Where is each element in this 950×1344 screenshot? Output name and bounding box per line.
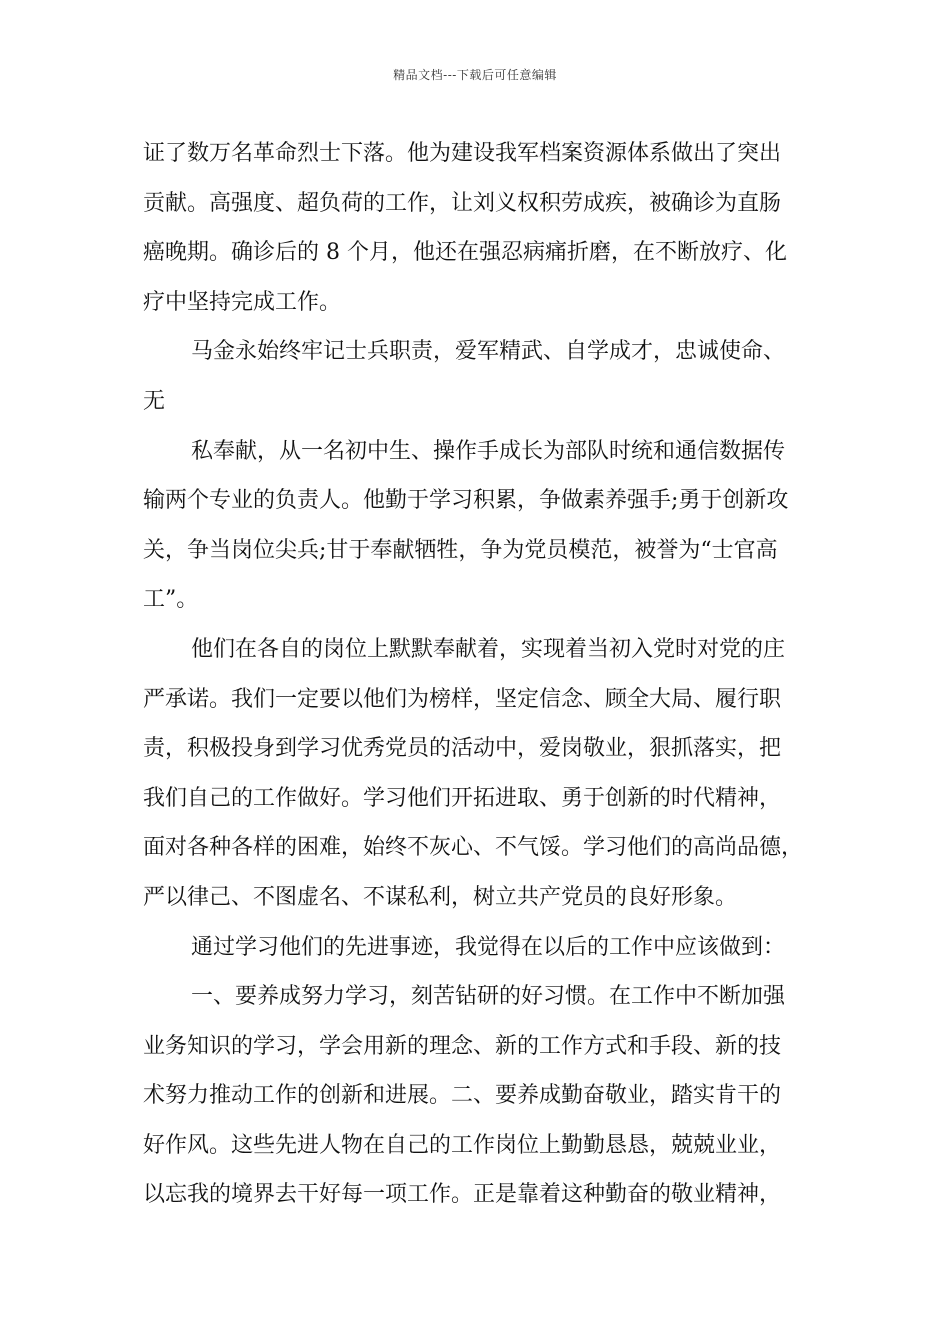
text-line: 一、要养成努力学习，刻苦钻研的好习惯。在工作中不断加强 [191, 984, 786, 1010]
paragraph [143, 427, 823, 625]
paragraph [143, 972, 823, 1220]
text-line: 通过学习他们的先进事迹，我觉得在以后的工作中应该做到： [191, 934, 786, 960]
text-line: 好作风。这些先进人物在自己的工作岗位上勤勤恳恳，兢兢业业， [143, 1132, 782, 1158]
text-line: 癌晚期。确诊后的 8 个月，他还在强忍病痛折磨，在不断放疗、化 [143, 240, 787, 266]
text-line: 无 [143, 388, 166, 414]
paragraph [143, 129, 823, 327]
text-line: 面对各种各样的困难，始终不灰心、不气馁。学习他们的高尚品德， [143, 835, 804, 861]
text-line: 马金永始终牢记士兵职责，爱军精武、自学成才，忠诚使命、 [191, 339, 786, 365]
text-line: 工”。 [143, 587, 199, 613]
text-line: 证了数万名革命烈士下落。他为建设我军档案资源体系做出了突出 [143, 141, 782, 166]
text-line: 我们自己的工作做好。学习他们开拓进取、勇于创新的时代精神， [143, 785, 782, 811]
text-line: 责，积极投身到学习优秀党员的活动中，爱岗敬业，狠抓落实，把 [143, 736, 782, 762]
text-line: 关，争当岗位尖兵;甘于奉献牺牲，争为党员模范，被誉为“士官高 [143, 537, 778, 563]
page-header: 精品文档---下载后可任意编辑 [393, 68, 557, 82]
text-line: 疗中坚持完成工作。 [143, 289, 342, 315]
text-line: 业务知识的学习，学会用新的理念、新的工作方式和手段、新的技 [143, 1033, 782, 1059]
paragraph [143, 923, 823, 973]
text-line: 他们在各自的岗位上默默奉献着，实现着当初入党时对党的庄 [191, 636, 786, 662]
paragraph [143, 327, 823, 426]
text-line: 私奉献，从一名初中生、操作手成长为部队时统和通信数据传 [191, 438, 786, 464]
text-line: 贡献。高强度、超负荷的工作，让刘义权积劳成疾，被确诊为直肠 [143, 190, 782, 216]
document-body [143, 129, 823, 1220]
text-line: 以忘我的境界去干好每一项工作。正是靠着这种勤奋的敬业精神， [143, 1182, 782, 1208]
text-line: 术努力推动工作的创新和进展。二、要养成勤奋敬业，踏实肯干的 [143, 1083, 782, 1109]
text-line: 输两个专业的负责人。他勤于学习积累，争做素养强手;勇于创新攻 [143, 488, 789, 514]
text-line: 严承诺。我们一定要以他们为榜样，坚定信念、顾全大局、履行职 [143, 686, 782, 712]
text-line: 严以律己、不图虚名、不谋私利，树立共产党员的良好形象。 [143, 884, 738, 910]
paragraph [143, 625, 823, 923]
